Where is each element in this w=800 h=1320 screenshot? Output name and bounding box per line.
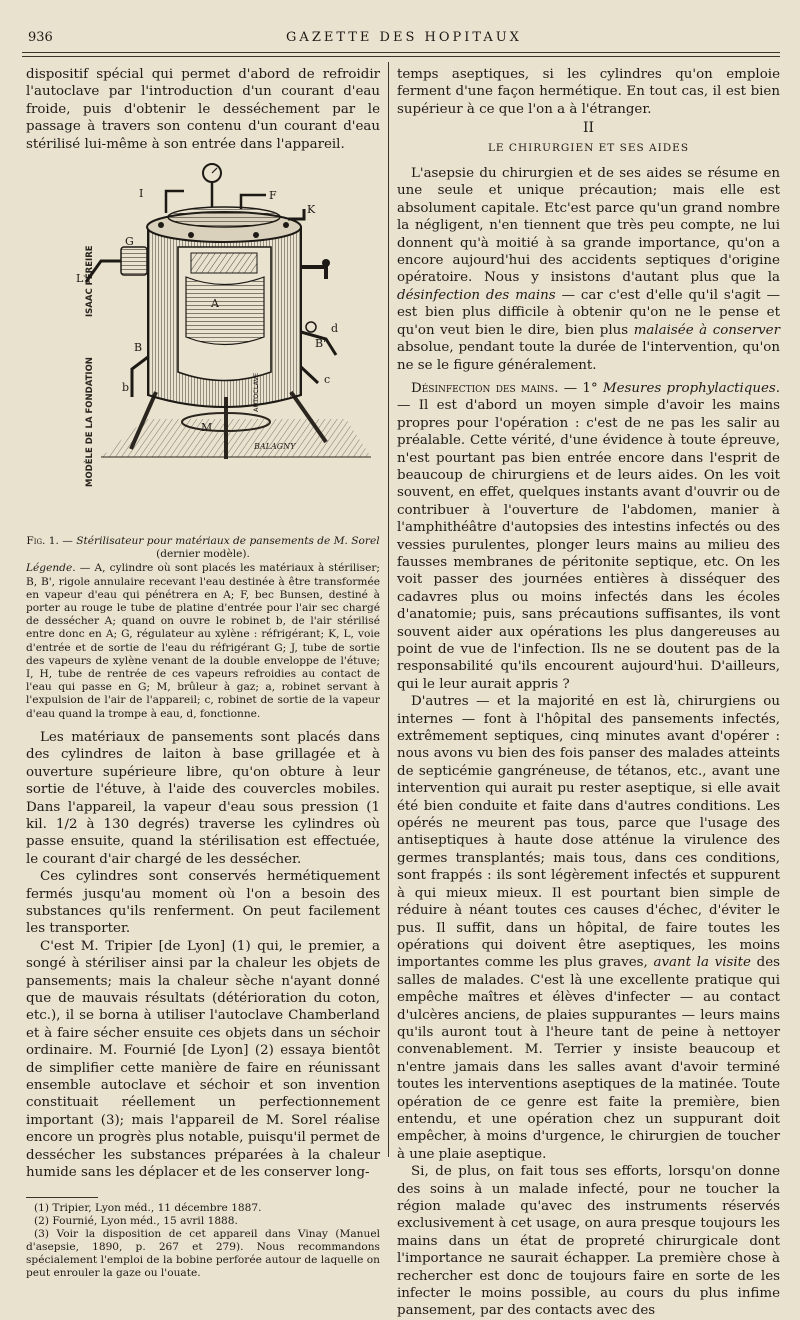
sterilizer-engraving	[26, 157, 380, 527]
engraver-signature: BALAGNY	[254, 442, 296, 452]
fig-letter: d	[331, 322, 339, 336]
column-separator	[388, 62, 389, 1157]
fig-letter: A	[211, 297, 219, 311]
legend-text: — A, cylindre où sont placés les matériaux à stériliser; B, B', rigole annulaire recevant l'eau destinée à être transformée en vapeur d'eau qui pénétrera en A; F, bec Bunsen, destiné à porter au rouge le tube de platine d'entrée pour l'air sec chargé de dessécher A; quand on ouvre le robinet b, de l'air stérilisé entre donc en A; G, régulateur au xylène : réfrigérant; K, L, voie d'entrée et de sortie de l'eau du réfrigérant G; J, tube de sortie des vapeurs de xylène venant de la double enveloppe de l'étuve; I, H, tube de rentrée de ces vapeurs refroidies au contact de l'eau qui passe en G; M, brûleur à gaz; a, robinet servant à l'expulsion de l'air de l'appareil; c, robinet de sortie de la vapeur d'eau quand la trompe à eau, d, fonctionne.	[26, 562, 380, 720]
fig-letter: M	[201, 421, 213, 435]
journal-title: GAZETTE DES HOPITAUX	[286, 30, 522, 45]
paragraph: D'autres — et la majorité en est là, chirurgiens ou internes — font à l'hôpital des pansements infectés, extrêmement septiques, cinq minutes avant d'opérer : nous avons vu bien des fois panser des malades atteints de septicémie gangréneuse, de tétanos, etc., avant une intervention qui aurait pu rester aseptique, si elle avait été bien conduite et faite dans d'autres conditions. Les opérés ne meurent pas tous, parce que l'usage des antiseptiques à haute dose atténue la virulence des germes transplantés; mais tous, dans ces conditions, sont frappés : ils sont légèrement infectés et suppurent à qui mieux mieux. Il est pourtant bien simple de réduire à néant toutes ces causes d'échec, d'éviter le pus. Il suffit, dans un hôpital, de faire toutes les opérations qui doivent être aseptiques, les moins importantes comme les plus graves, avant la visite des salles de malades. C'est là une excellente pratique qui empêche maîtres et élèves d'infecter — au contact d'ulcères anciens, de plaies suppurantes — leurs mains qu'ils auront tout à l'heure tant de peine à nettoyer convenablement. M. Terrier y insiste beaucoup et n'entre jamais dans les salles avant d'avoir terminé toutes les interventions aseptiques de la matinée. Toute opération de ce genre est faite la première, bien entendu, et une opération chez un suppurant doit empêcher, à moins d'urgence, le chirurgien de toucher à une plaie aseptique.	[397, 694, 781, 1162]
section-number: II	[582, 120, 595, 137]
left-column	[26, 66, 380, 1280]
paragraph: Désinfection des mains. — 1° Mesures prophylactiques. — Il est d'abord un moyen simple d'avoir les mains propres pour l'opération : c'est de ne pas les salir au préalable. Cette vérité, d'une évidence à toute épreuve, n'est pourtant pas bien entrée encore dans l'esprit de beaucoup de chirurgiens et de leurs aides. On les voit souvent, en effet, quelques instants avant d'ouvrir ou de contribuer à l'ouverture de l'abdomen, manier à l'amphithéâtre d'autopsies des intestins infectés ou des vessies purulentes, plonger leurs mains au milieu des fausses membranes de péritonite septique, etc. On les voit passer des journées entières à disséquer des cadavres plus ou moins infectés dans les écoles d'anatomie; puis, sans précautions suffisantes, ils vont souvent aider aux opérations les plus dangereuses au point de vue de l'infection. Ils ne se doutent pas de la responsabilité qu'ils encourent aujourd'hui. D'ailleurs, qui le leur aurait appris ?	[397, 380, 780, 692]
fig-letter: K	[307, 203, 316, 217]
header-rule-double	[22, 56, 780, 57]
fig-letter: I	[139, 187, 144, 201]
header-rule	[22, 52, 780, 53]
paragraph: L'asepsie du chirurgien et de ses aides se résume en une seule et unique précaution; mais elle est absolument capitale. Etc'est parce qu'un grand nombre la négligent, n'en tiennent que très peu compte, ne lui donnent qu'à moitié à sa grande importance, qu'on a encore aujourd'hui des accidents septiques d'origine opératoire. Nous y insistons d'autant plus que la désinfection des mains — car c'est d'elle qu'il s'agit — est bien plus difficile à obtenir qu'on ne le pense et qu'on veut bien le dire, bien plus malaisée à conserver absolue, pendant toute la durée de l'intervention, qu'on ne se le figure généralement.	[397, 166, 780, 373]
footnote: (1) Tripier, Lyon méd., 11 décembre 1887.	[34, 1202, 262, 1215]
subsection-heading: Désinfection des mains.	[411, 380, 559, 396]
footnote: (2) Fournié, Lyon méd., 15 avril 1888.	[34, 1215, 238, 1228]
fig-title: Stérilisateur pour matériaux de pansements de M. Sorel	[76, 535, 380, 548]
emphasis: avant la visite	[653, 955, 751, 971]
emphasis: malaisée à conserver	[633, 322, 780, 338]
subsection-subheading: Mesures prophylactiques.	[602, 380, 780, 396]
fig-letter: F	[269, 189, 277, 203]
paragraph: Si, de plus, on fait tous ses efforts, lorsqu'on donne des soins à un malade infecté, pour ne toucher la région malade qu'avec des instruments réservés exclusivement à cet usage, on aura presque toujours les mains dans un état de propreté chirurgicale dont l'importance ne saurait échapper. La première chose à rechercher est donc de toujours faire en sorte de les infecter le moins possible, au cours du plus infime pansement, par des contacts avec des	[397, 1164, 780, 1319]
fig-subtitle: (dernier modèle).	[156, 548, 250, 561]
page-number: 936	[28, 30, 53, 45]
section-title: LE CHIRURGIEN ET SES AIDES	[487, 141, 690, 154]
fig-letter: b	[122, 381, 130, 395]
sterilizer-illustration	[26, 157, 380, 527]
emphasis: désinfection des mains	[397, 287, 556, 303]
paragraph: temps aseptiques, si les cylindres qu'on emploie ferment d'une façon hermétique. En tout cas, il est bien supérieur à ce que l'on a à l'étranger.	[397, 67, 780, 117]
right-column	[397, 66, 780, 1320]
legend-label: Légende.	[26, 562, 76, 575]
fig-letter: B	[134, 341, 143, 355]
side-label-fondation: MODÈLE DE LA FONDATION	[85, 357, 95, 488]
footnote: (3) Voir la disposition de cet appareil dans Vinay (Manuel d'asepsie, 1890, p. 267 et 279). Nous recommandons spécialement l'emploi de la bobine perforée autour de laquelle on peut enrouler la gaze ou l'ouate.	[26, 1228, 380, 1280]
footnote-rule	[26, 1197, 98, 1198]
fig-letter: c	[324, 373, 331, 387]
paragraph: C'est M. Tripier [de Lyon] (1) qui, le premier, a songé à stériliser ainsi par la chaleur les objets de pansements; mais la chaleur sèche n'ayant donné que de mauvais résultats (détérioration du coton, etc.), il se borna à utiliser l'autoclave Chamberland et à faire sécher ensuite ces objets dans un séchoir ordinaire. M. Fournié [de Lyon] (2) essaya bientôt de simplifier cette manière de faire en réunissant ensemble autoclave et séchoir et son invention constituait réellement un perfectionnement important (3); mais l'appareil de M. Sorel réalise encore un progrès plus notable, puisqu'il permet de dessécher les substances préparées à la chaleur humide sans les déplacer et de les conserver long-	[26, 938, 380, 1181]
paragraph: Les matériaux de pansements sont placés dans des cylindres de laiton à base grillagée et à ouverture supérieure libre, qu'on obture à leur sortie de l'étuve, à l'aide des couvercles mobiles. Dans l'appareil, la vapeur d'eau sous pression (1 kil. 1/2 à 130 degrés) traverse les cylindres où passe ensuite, quand la stérilisation est effectuée, le courant d'air chargé de les dessécher.	[26, 729, 380, 867]
fig-label: Fig. 1.	[26, 535, 59, 548]
paragraph: dispositif spécial qui permet d'abord de refroidir l'autoclave par l'introduction d'un courant d'eau froide, puis d'obtenir le desséchement par le passage à travers son contenu d'un courant d'eau stérilisé lui-même à son entrée dans l'appareil.	[26, 67, 380, 152]
side-label-pereire: ISAAC PÉREIRE	[85, 245, 95, 318]
fig-letter: L	[76, 272, 84, 286]
figure-caption: Fig. 1. — Stérilisateur pour matériaux de pansements de M. Sorel (dernier modèle). Légende. — A, cylindre où sont placés les matériaux à stériliser; B, B', rigole annulaire recevant l'eau destinée à être transformée en vapeur d'eau qui pénétrera en A; F, bec Bunsen, destiné à porter au rouge le tube de platine d'entrée pour l'air sec chargé de dessécher A; quand on ouvre le robinet b, de l'air stérilisé entre donc en A; G, régulateur au xylène : réfrigérant; K, L, voie d'entrée et de sortie de l'eau du réfrigérant G; J, tube de sortie des vapeurs de xylène venant de la double enveloppe de l'étuve; I, H, tube de rentrée de ces vapeurs refroidies au contact de l'eau qui passe en G; M, brûleur à gaz; a, robinet servant à l'expulsion de l'air de l'appareil; c, robinet de sortie de la vapeur d'eau quand la trompe à eau, d, fonctionne.	[26, 535, 380, 720]
fig-letter: B'	[315, 337, 327, 351]
page-header	[28, 30, 780, 50]
fig-letter: G	[125, 235, 134, 249]
paragraph: Ces cylindres sont conservés hermétiquement fermés jusqu'au moment où l'on a besoin des substances qu'ils renferment. On peut facilement les transporter.	[26, 869, 380, 937]
svg-text:AUTOCLAVE: AUTOCLAVE	[252, 372, 260, 413]
